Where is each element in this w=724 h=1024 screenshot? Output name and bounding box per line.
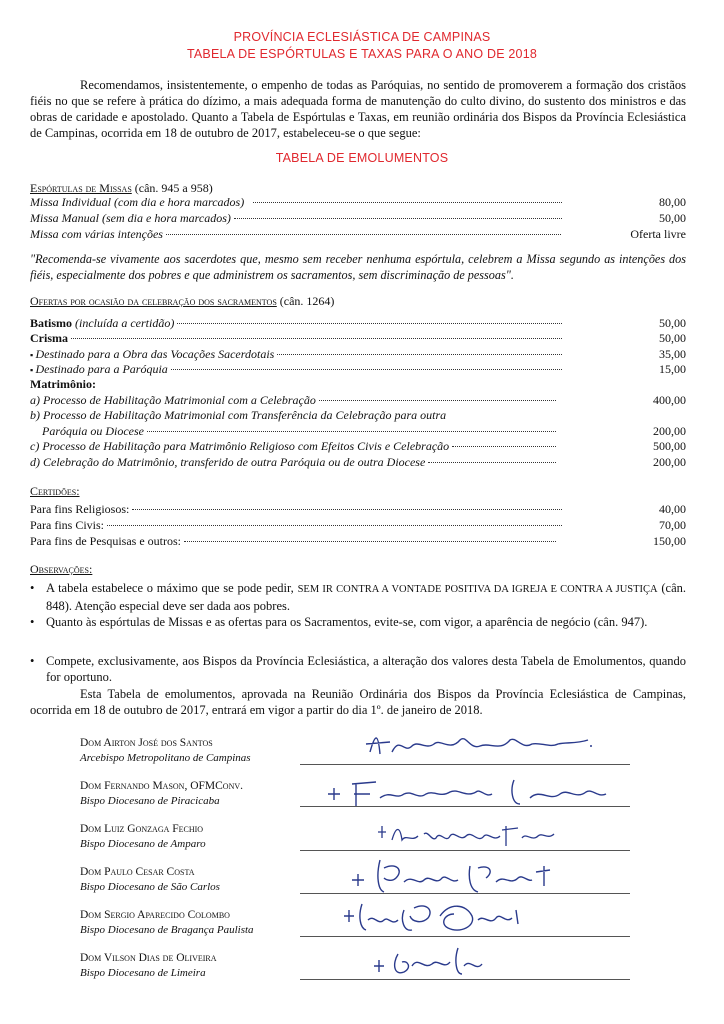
sacramentos-heading bbox=[30, 294, 334, 309]
signatory-name: Dom Fernando Mason, OFMConv. bbox=[80, 780, 244, 792]
matrimonio-item-value: 400,00 bbox=[653, 393, 686, 407]
observation-item bbox=[30, 653, 686, 685]
certidao-row bbox=[30, 534, 686, 549]
sacramentos-heading-ref: (cân. 1264) bbox=[279, 294, 335, 308]
matrimonio-row bbox=[30, 455, 686, 470]
signatory-name: Dom Airton José dos Santos bbox=[80, 737, 213, 749]
matrimonio-item-label: Paróquia ou Diocese bbox=[42, 424, 144, 438]
matrimonio-item-label: c) Processo de Habilitação para Matrimônio Religioso com Efeitos Civis e Celebração bbox=[30, 439, 450, 453]
matrimonio-label: Matrimônio: bbox=[30, 377, 96, 391]
observation-emphasis: SEM IR CONTRA A VONTADE POSITIVA DA IGREJA E CONTRA A JUSTIÇA bbox=[297, 584, 658, 595]
matrimonio-item-value: 200,00 bbox=[653, 455, 686, 469]
missas-heading-ref: (cân. 945 a 958) bbox=[134, 181, 213, 195]
certidao-label: Para fins Civis: bbox=[30, 518, 104, 532]
certidao-value: 150,00 bbox=[653, 534, 686, 548]
signature-image bbox=[300, 812, 630, 852]
signatory-name: Dom Paulo Cesar Costa bbox=[80, 866, 195, 878]
missa-value: 50,00 bbox=[659, 211, 686, 225]
matrimonio-row bbox=[30, 424, 686, 439]
crisma-item-value: 35,00 bbox=[659, 347, 686, 361]
recommendation-quote: "Recomenda-se vivamente aos sacerdotes que, mesmo sem receber nenhuma espórtula, celebrem a Missa segundo as intenções dos fiéis, especialmente dos pobres e que administrem os sacramentos, sem discriminação de pessoas". bbox=[30, 252, 686, 282]
missa-label: Missa Manual (sem dia e hora marcados) bbox=[30, 211, 231, 225]
observation-text: A tabela estabelece o máximo que se pode pedir, bbox=[46, 581, 294, 595]
observacoes-heading: Observações: bbox=[30, 562, 93, 576]
missa-row bbox=[30, 211, 686, 226]
certidao-label: Para fins de Pesquisas e outros: bbox=[30, 534, 181, 548]
missas-heading bbox=[30, 181, 213, 196]
crisma-item-label: Destinado para a Paróquia bbox=[35, 362, 168, 376]
signatory-role: Bispo Diocesano de Amparo bbox=[80, 838, 206, 850]
certidoes-heading: Certidões: bbox=[30, 484, 80, 498]
missa-label: Missa Individual (com dia e hora marcados) bbox=[30, 195, 245, 209]
missa-value: Oferta livre bbox=[630, 227, 686, 241]
certidao-value: 70,00 bbox=[659, 518, 686, 532]
signature-line bbox=[300, 764, 630, 765]
batismo-value: 50,00 bbox=[659, 316, 686, 330]
signatory-role: Bispo Diocesano de Limeira bbox=[80, 967, 206, 979]
signature-image bbox=[300, 856, 630, 896]
observation-item bbox=[30, 614, 686, 630]
missa-row bbox=[30, 227, 686, 242]
intro-paragraph: Recomendamos, insistentemente, o empenho de todas as Paróquias, no sentido de promoverem a formação dos cristãos fiéis no que se refere à prática do dízimo, a mais adequada forma de manutenção do culto divino, do sustento dos ministros e das obras de caridade e apostolado. Quanto a Tabela de Espórtulas e Taxas, em reunião ordinária dos Bispos da Província Eclesiástica de Campinas, ocorrida em 18 de outubro de 2017, estabeleceu-se o que segue: bbox=[30, 78, 686, 140]
signatory-role: Bispo Diocesano de São Carlos bbox=[80, 881, 220, 893]
matrimonio-item-label: a) Processo de Habilitação Matrimonial com a Celebração bbox=[30, 393, 316, 407]
matrimonio-row bbox=[30, 439, 686, 454]
batismo-row bbox=[30, 316, 686, 331]
matrimonio-item-value: 500,00 bbox=[653, 439, 686, 453]
bullet-icon: • bbox=[30, 654, 35, 668]
bullet-icon: • bbox=[30, 615, 35, 629]
missa-label: Missa com várias intenções bbox=[30, 227, 163, 241]
observation-text: (cân. 848). Atenção especial deve ser dada aos pobres. bbox=[46, 581, 687, 613]
signature-image bbox=[300, 940, 630, 980]
missa-value: 80,00 bbox=[659, 195, 686, 209]
sacramentos-heading-label: Ofertas por ocasião da celebração dos sacramentos bbox=[30, 294, 277, 308]
certidao-row bbox=[30, 518, 686, 533]
crisma-item-value: 15,00 bbox=[659, 362, 686, 376]
crisma-label: Crisma bbox=[30, 331, 68, 345]
matrimonio-item-label: d) Celebração do Matrimônio, transferido de outra Paróquia ou de outra Diocese bbox=[30, 455, 426, 469]
crisma-item-row: ▪ Destinado para a Paróquia 15,00 bbox=[30, 362, 686, 376]
certidao-row bbox=[30, 502, 686, 517]
observation-text: Quanto às espórtulas de Missas e as ofertas para os Sacramentos, evite-se, com vigor, a aparência de negócio (cân. 947). bbox=[46, 615, 648, 629]
batismo-label: Batismo bbox=[30, 316, 72, 330]
crisma-item-row: ▪ Destinado para a Obra das Vocações Sacerdotais 35,00 bbox=[30, 347, 686, 361]
matrimonio-item-label: b) Processo de Habilitação Matrimonial com Transferência da Celebração para outra bbox=[30, 408, 447, 422]
signatory-name: Dom Sergio Aparecido Colombo bbox=[80, 909, 230, 921]
signatory-role: Bispo Diocesano de Bragança Paulista bbox=[80, 924, 254, 936]
signature-image bbox=[300, 724, 630, 764]
matrimonio-row bbox=[30, 393, 686, 408]
crisma-row bbox=[30, 331, 686, 346]
certidao-value: 40,00 bbox=[659, 502, 686, 516]
signature-line bbox=[300, 936, 630, 937]
missas-heading-label: Espórtulas de Missas bbox=[30, 181, 132, 195]
document-title: PROVÍNCIA ECLESIÁSTICA DE CAMPINAS bbox=[233, 30, 491, 44]
crisma-value: 50,00 bbox=[659, 331, 686, 345]
closing-paragraph: Esta Tabela de emolumentos, aprovada na Reunião Ordinária dos Bispos da Província Eclesiástica de Campinas, ocorrida em 18 de outubro de 2017, entrará em vigor a partir do dia 1º. de janeiro de 2018. bbox=[30, 687, 686, 717]
certidao-label: Para fins Religiosos: bbox=[30, 502, 130, 516]
signatory-role: Bispo Diocesano de Piracicaba bbox=[80, 795, 220, 807]
signature-image bbox=[300, 896, 630, 936]
signatory-name: Dom Luiz Gonzaga Fechio bbox=[80, 823, 204, 835]
document-subtitle: TABELA DE ESPÓRTULAS E TAXAS PARA O ANO DE 2018 bbox=[186, 47, 538, 61]
bullet-icon: • bbox=[30, 581, 35, 595]
matrimonio-row bbox=[30, 408, 686, 423]
observation-item bbox=[30, 580, 686, 614]
missa-row bbox=[30, 195, 686, 210]
signatory-role: Arcebispo Metropolitano de Campinas bbox=[80, 752, 251, 764]
crisma-item-label: Destinado para a Obra das Vocações Sacerdotais bbox=[35, 347, 275, 361]
batismo-note: (incluída a certidão) bbox=[75, 316, 175, 330]
signature-image bbox=[300, 770, 630, 810]
table-title: TABELA DE EMOLUMENTOS bbox=[275, 151, 449, 165]
matrimonio-item-value: 200,00 bbox=[653, 424, 686, 438]
signatory-name: Dom Vilson Dias de Oliveira bbox=[80, 952, 217, 964]
observation-text: Compete, exclusivamente, aos Bispos da Província Eclesiástica, a alteração dos valores desta Tabela de Emolumentos, quando for oportuno. bbox=[46, 654, 686, 684]
